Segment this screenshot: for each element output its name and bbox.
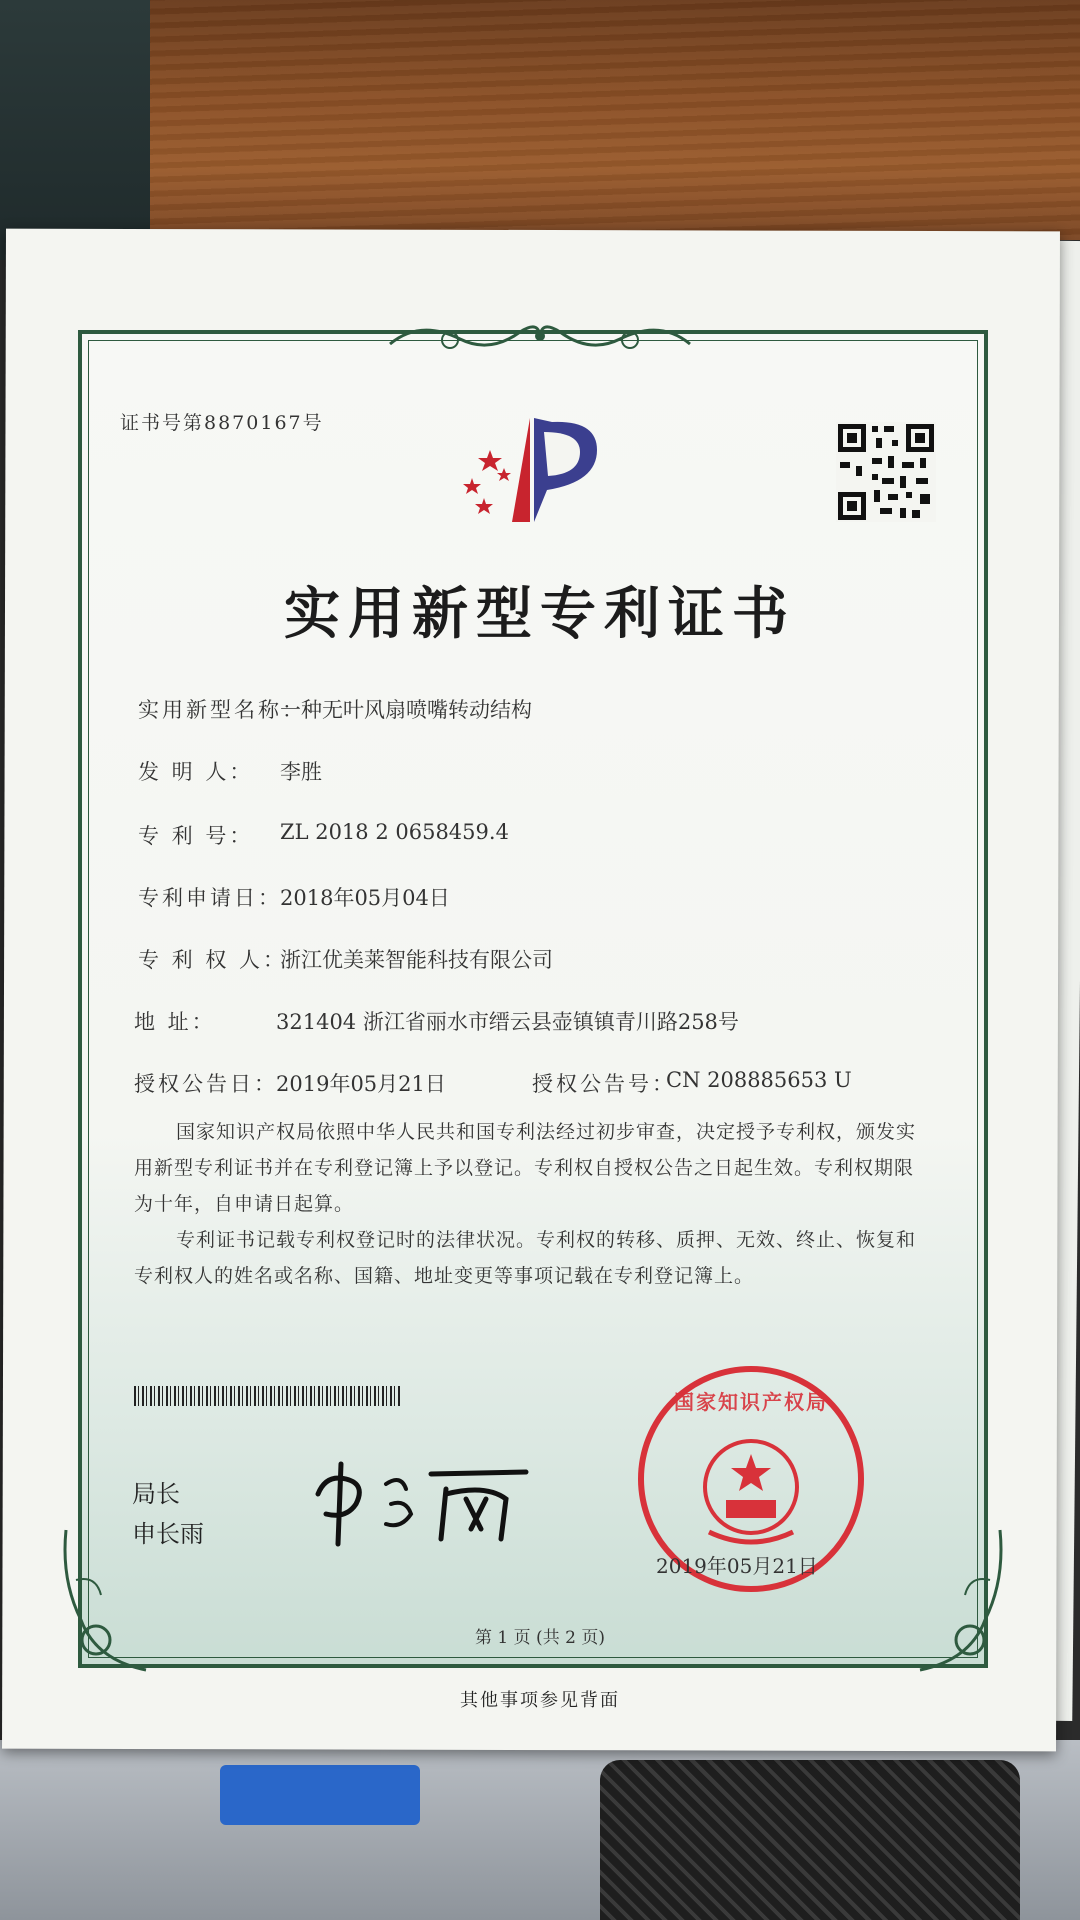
director-name: 申长雨 <box>132 1520 204 1548</box>
field-label-grant-date: 授权公告日： <box>134 1072 278 1096</box>
wooden-desk-background <box>0 0 1080 240</box>
field-label-inventor: 发 明 人： <box>138 760 254 784</box>
field-value-utility-name: 一种无叶风扇喷嘴转动结构 <box>280 698 532 722</box>
field-value-patentee: 浙江优美莱智能科技有限公司 <box>280 948 553 972</box>
barcode <box>134 1386 402 1406</box>
blue-object <box>220 1765 420 1825</box>
field-label-grant-number: 授权公告号： <box>532 1072 676 1096</box>
corner-ornament-right-icon <box>900 1520 1010 1680</box>
page-indicator: 第 1 页 (共 2 页) <box>475 1628 605 1648</box>
field-label-patentee: 专 利 权 人： <box>138 948 288 972</box>
field-value-inventor: 李胜 <box>280 760 322 784</box>
field-value-application-date: 2018年05月04日 <box>280 886 450 910</box>
top-ornament-icon <box>380 314 700 364</box>
official-seal-text: 国家知识产权局 <box>674 1390 828 1414</box>
field-value-address: 321404 浙江省丽水市缙云县壶镇镇青川路258号 <box>276 1010 739 1034</box>
field-label-application-date: 专利申请日： <box>138 886 282 910</box>
certificate-number: 证书号第8870167号 <box>120 412 324 434</box>
field-value-patent-number: ZL 2018 2 0658459.4 <box>280 820 509 844</box>
field-label-utility-name: 实用新型名称： <box>138 698 306 722</box>
certificate-title: 实用新型专利证书 <box>284 581 796 647</box>
qr-code-icon <box>836 422 936 522</box>
field-label-patent-number: 专 利 号： <box>138 824 254 848</box>
mesh-bag <box>600 1760 1020 1920</box>
dark-folder-edge <box>0 0 150 260</box>
field-label-address: 地 址： <box>134 1010 216 1034</box>
field-value-grant-number: CN 208885653 U <box>666 1068 852 1092</box>
cnipa-logo-icon <box>452 410 612 530</box>
seal-date: 2019年05月21日 <box>656 1554 818 1578</box>
handwritten-signature <box>306 1444 546 1554</box>
director-title: 局长 <box>132 1480 180 1508</box>
legal-paragraph-2: 专利证书记载专利权登记时的法律状况。专利权的转移、质押、无效、终止、恢复和专利权人的姓名或名称、国籍、地址变更等事项记载在专利登记簿上。 <box>134 1229 917 1287</box>
field-value-grant-date: 2019年05月21日 <box>276 1072 446 1096</box>
footer-note: 其他事项参见背面 <box>460 1690 620 1711</box>
legal-paragraph-1: 国家知识产权局依照中华人民共和国专利法经过初步审查，决定授予专利权，颁发实用新型专利证书并在专利登记簿上予以登记。专利权自授权公告之日起生效。专利权期限为十年，自申请日起算。 <box>134 1121 917 1215</box>
